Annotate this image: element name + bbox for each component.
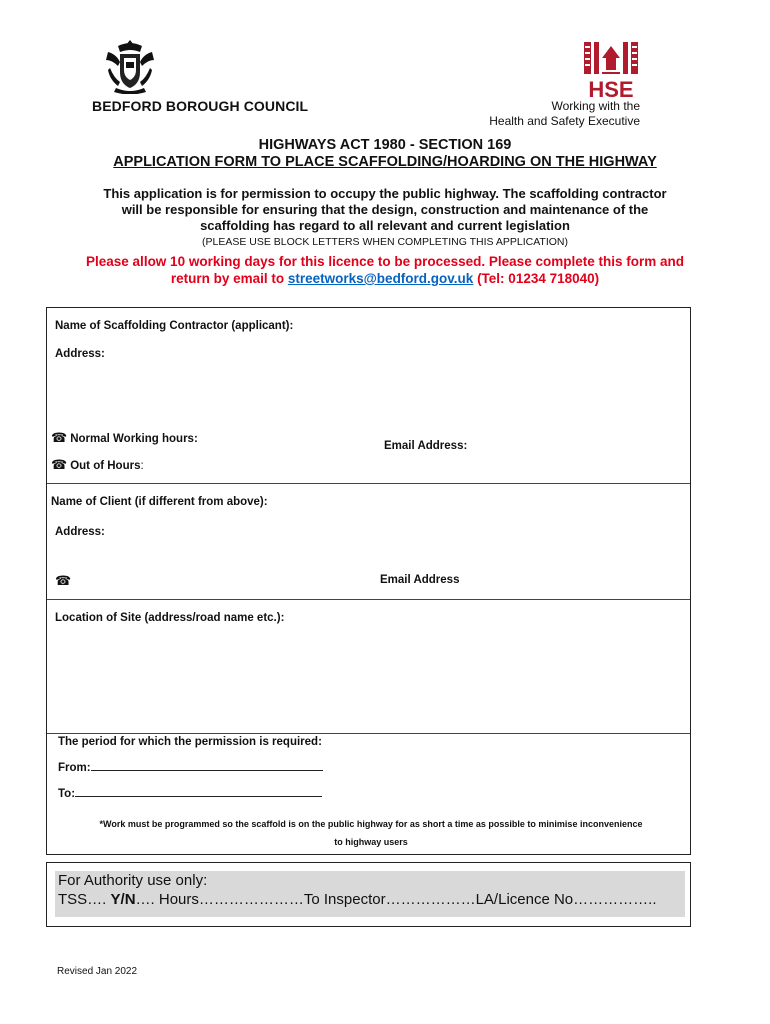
normal-hours-label: ☎ Normal Working hours:: [51, 430, 198, 445]
streetworks-email-link[interactable]: streetworks@bedford.gov.uk: [287, 271, 474, 286]
hse-caption: [489, 99, 640, 129]
intro-text: [0, 186, 770, 250]
yes-no-indicator: Y/N: [110, 891, 136, 908]
title-line1: HIGHWAYS ACT 1980 - SECTION 169: [258, 137, 512, 153]
programming-note: [56, 815, 686, 851]
contractor-name-label: Name of Scaffolding Contractor (applicant):: [55, 320, 294, 332]
hse-caption-line2: Health and Safety Executive: [489, 114, 640, 128]
intro-line1: This application is for permission to occupy the public highway. The scaffolding contractor: [103, 186, 667, 201]
from-input-line[interactable]: [91, 770, 323, 771]
intro-line2: will be responsible for ensuring that the design, construction and maintenance of the: [121, 202, 649, 217]
hse-logo-icon: [582, 40, 640, 98]
permission-period-label: The period for which the permission is required:: [58, 736, 322, 748]
notice-line2: return by email to streetworks@bedford.gov.uk (Tel: 01234 718040): [170, 271, 600, 286]
phone-icon: ☎: [51, 457, 68, 472]
block-letters-instruction: (PLEASE USE BLOCK LETTERS WHEN COMPLETING THIS APPLICATION): [201, 236, 569, 248]
client-address-label: Address:: [55, 526, 105, 538]
authority-use-fields: TSS…. Y/N…. Hours…………………To Inspector………………LA/Licence No……………..: [58, 891, 657, 908]
borough-crest-icon: [104, 38, 156, 94]
council-name: BEDFORD BOROUGH COUNCIL: [92, 98, 309, 114]
section-divider: [47, 733, 690, 734]
from-field[interactable]: From:: [58, 762, 323, 774]
title-line2: APPLICATION FORM TO PLACE SCAFFOLDING/HOARDING ON THE HIGHWAY: [113, 154, 657, 170]
to-input-line[interactable]: [75, 796, 322, 797]
note-line1: *Work must be programmed so the scaffold is on the public highway for as short a time as possible to minimise inconvenience: [99, 819, 643, 829]
note-line2: to highway users: [334, 837, 408, 847]
phone-icon: ☎: [55, 573, 72, 588]
form-title: [0, 137, 770, 171]
section-divider: [47, 483, 690, 484]
contractor-address-label: Address:: [55, 348, 105, 360]
out-of-hours-label: ☎ Out of Hours:: [51, 457, 144, 472]
notice-line1: Please allow 10 working days for this licence to be processed. Please complete this form and: [86, 254, 684, 269]
hse-logo-text: HSE: [588, 77, 634, 98]
to-field[interactable]: To:: [58, 788, 322, 800]
client-name-label: Name of Client (if different from above):: [51, 496, 268, 508]
section-divider: [47, 599, 690, 600]
client-phone-label: [55, 573, 74, 589]
processing-notice: [0, 253, 770, 287]
phone-icon: ☎: [51, 430, 68, 445]
client-email-label: Email Address: [380, 574, 460, 586]
authority-use-heading: For Authority use only:: [58, 872, 208, 889]
hse-caption-line1: Working with the: [551, 99, 640, 113]
contractor-email-label: Email Address:: [384, 440, 468, 452]
revision-date: Revised Jan 2022: [57, 966, 138, 977]
intro-line3: scaffolding has regard to all relevant and current legislation: [200, 218, 570, 233]
site-location-label: Location of Site (address/road name etc.):: [55, 612, 285, 624]
